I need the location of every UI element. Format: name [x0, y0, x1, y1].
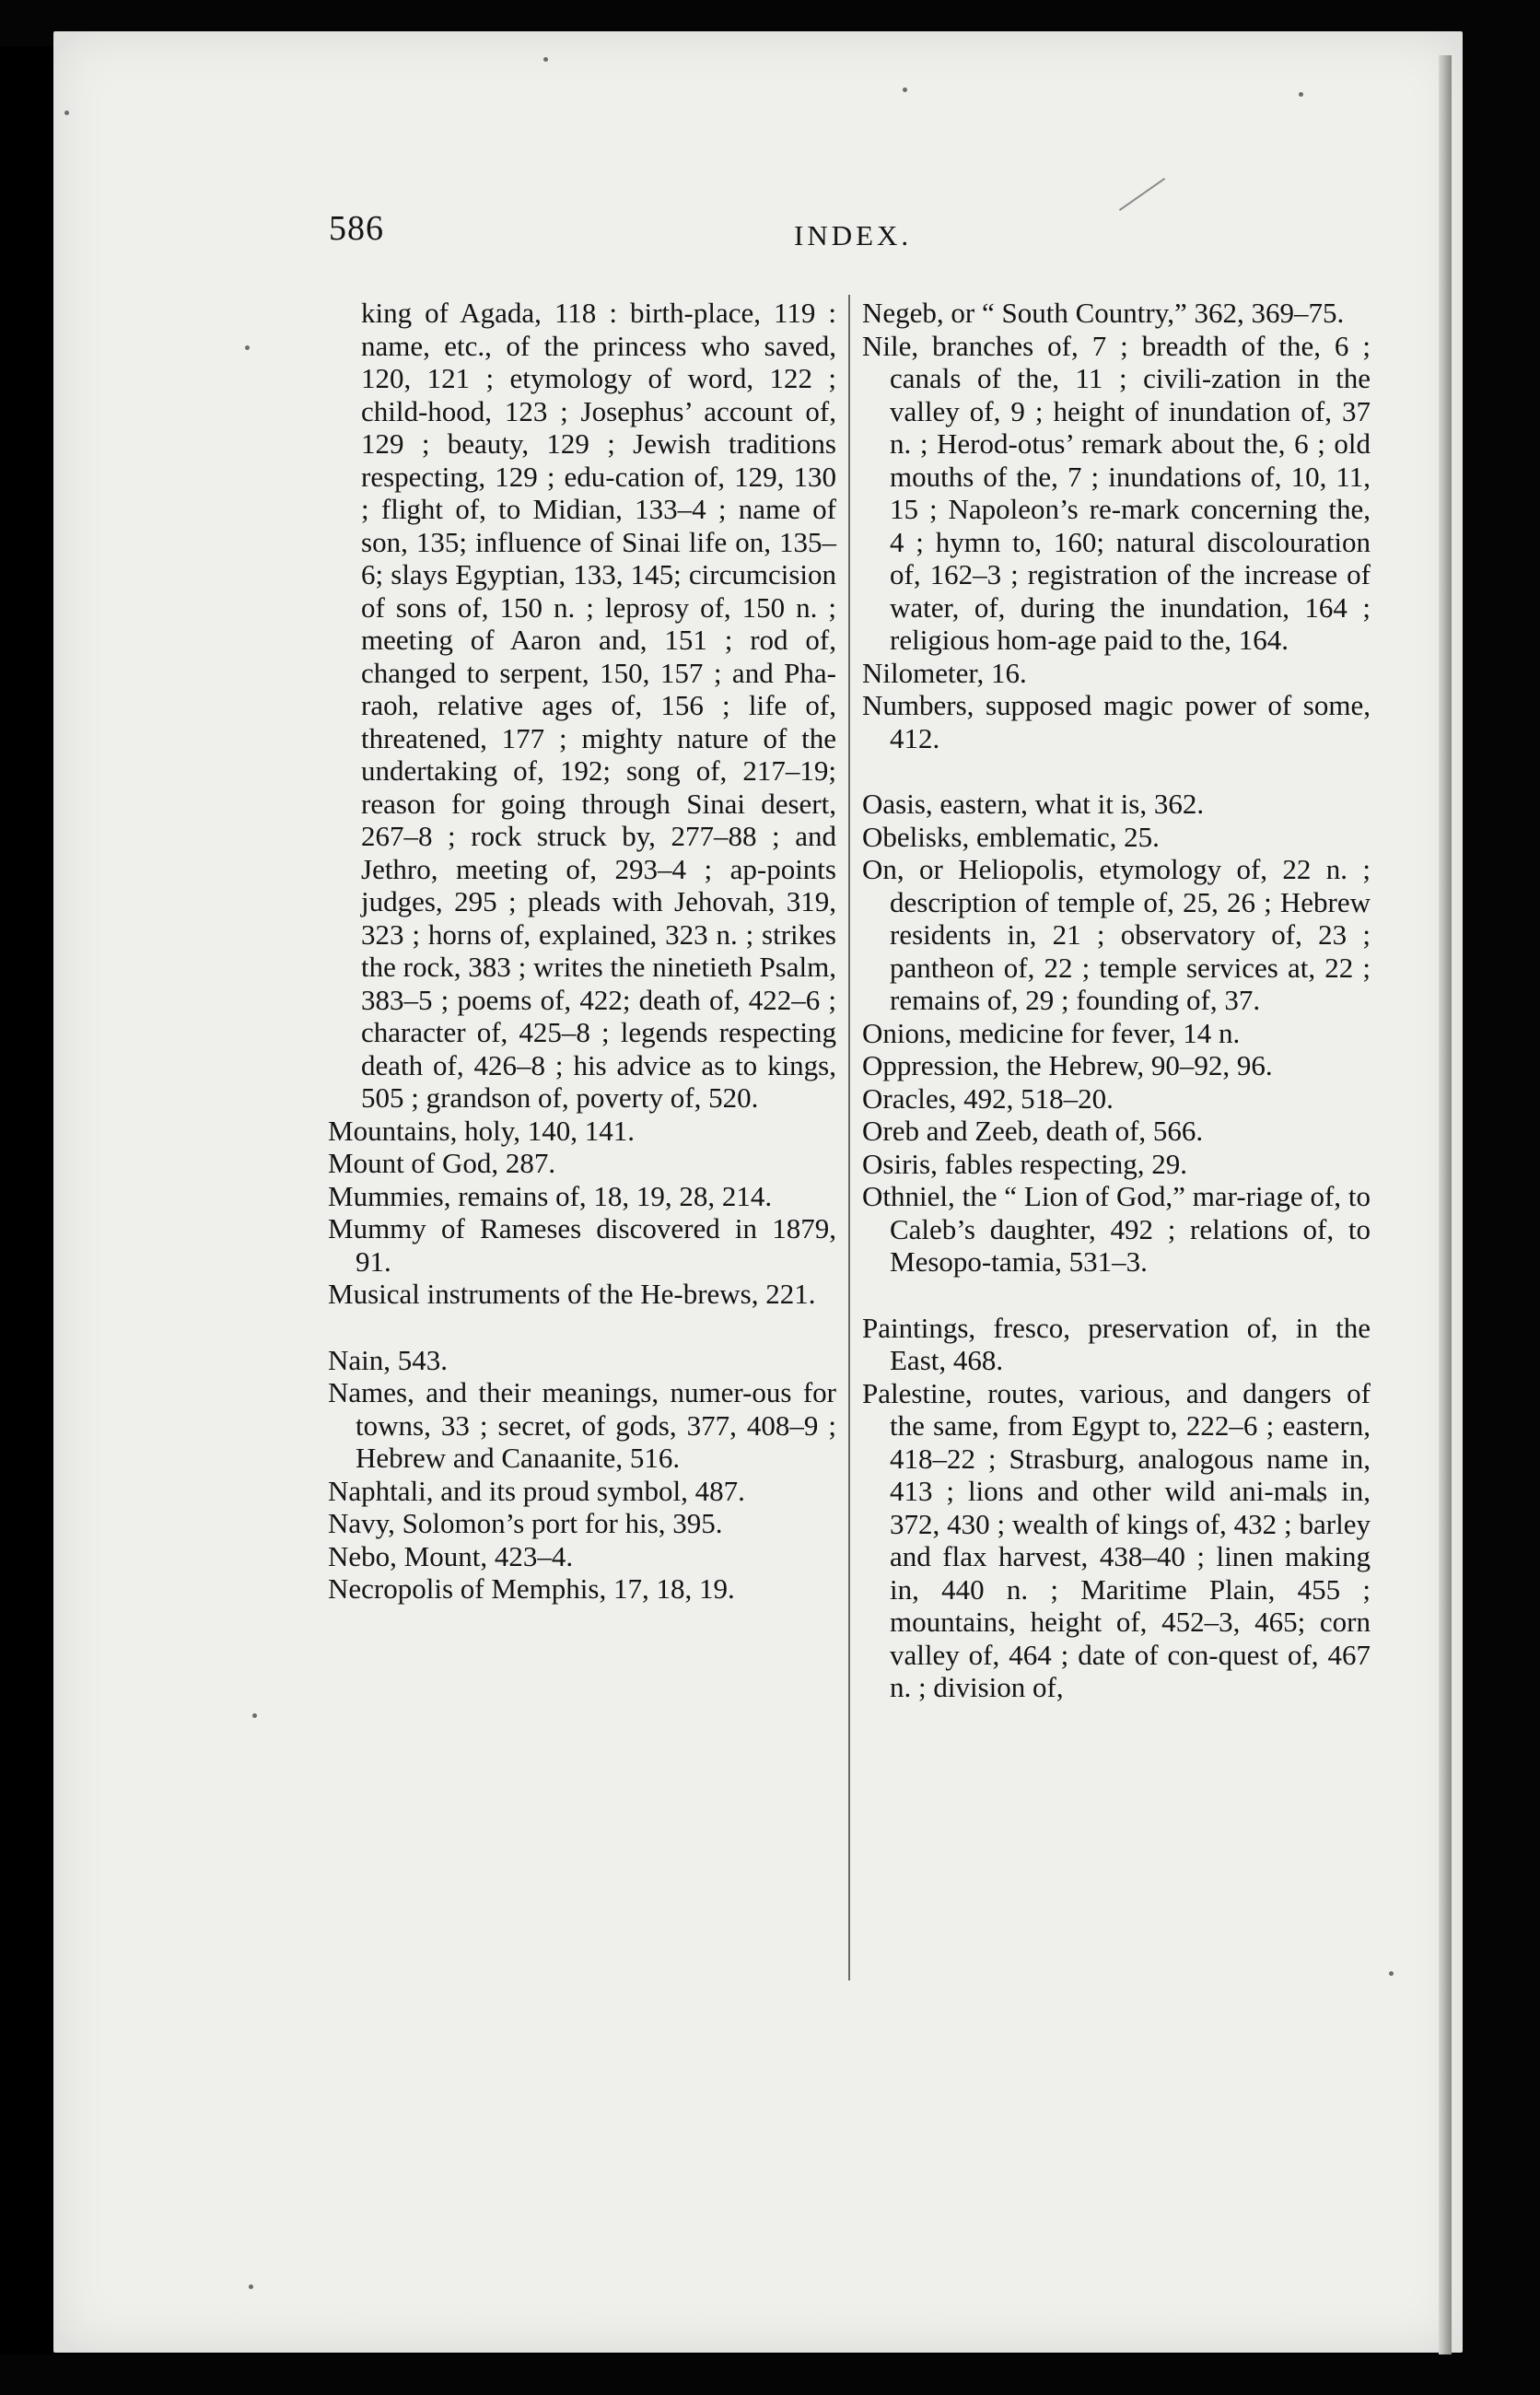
index-entry: Onions, medicine for fever, 14 n.: [862, 1016, 1241, 1049]
index-entry: Oreb and Zeeb, death of, 566.: [862, 1115, 1204, 1147]
running-head: INDEX.: [794, 219, 913, 251]
dust-speck: [1389, 1971, 1394, 1976]
index-entry: Nain, 543.: [328, 1343, 449, 1376]
dust-speck: [543, 57, 548, 62]
index-entry: Naphtali, and its proud symbol, 487.: [328, 1474, 745, 1507]
scan-border-right: [1463, 37, 1540, 2395]
index-entry: On, or Heliopolis, etymology of, 22 n. ; description of temple of, 25, 26 ; Hebrew residents in, 21 ; observatory of, 23 ; pantheon of, 22 ; temple services at, 22 ; remains of, 29 ; founding of, 37.: [862, 853, 1371, 1016]
index-entry: Names, and their meanings, numer-ous for towns, 33 ; secret, of gods, 377, 408–9 ; Hebrew and Canaanite, 516.: [328, 1376, 836, 1474]
index-column-left: [328, 297, 836, 1606]
index-entry: Necropolis of Memphis, 17, 18, 19.: [328, 1572, 735, 1605]
index-entry: Mummies, remains of, 18, 19, 28, 214.: [328, 1179, 773, 1212]
index-entry: Othniel, the “ Lion of God,” mar-riage of, to Caleb’s daughter, 492 ; relations of, to Mesopo-tamia, 531–3.: [862, 1180, 1371, 1278]
index-entry: Oppression, the Hebrew, 90–92, 96.: [862, 1049, 1273, 1081]
index-entry: Paintings, fresco, preservation of, in the East, 468.: [862, 1311, 1371, 1376]
scan-border-bottom: [0, 2354, 1540, 2395]
index-entry: Oracles, 492, 518–20.: [862, 1081, 1114, 1115]
index-entry: Oasis, eastern, what it is, 362.: [862, 788, 1205, 820]
index-entry: Mummy of Rameses discovered in 1879, 91.: [328, 1212, 836, 1278]
index-entry: Nebo, Mount, 423–4.: [328, 1539, 574, 1572]
index-entry: Palestine, routes, various, and dangers of the same, from Egypt to, 222–6 ; eastern, 418–22 ; Strasburg, analogous name in, 413 ; lions and other wild ani-mals in, 372, 430 ; wealth of kings of, 432 ; barley and flax harvest, 438–40 ; linen making in, 440 n. ; Maritime Plain, 455 ; mountains, height of, 452–3, 465; corn valley of, 464 ; date of con-quest of, 467 n. ; division of,: [862, 1376, 1371, 1703]
column-divider: [848, 295, 850, 1980]
dust-speck: [245, 345, 250, 350]
index-entry: Osiris, fables respecting, 29.: [862, 1147, 1187, 1180]
index-entry: Negeb, or “ South Country,” 362, 369–75.: [862, 297, 1345, 329]
index-column-right: [862, 297, 1371, 1704]
index-entry: king of Agada, 118 : birth-place, 119 : name, etc., of the princess who saved, 120, 121 ; etymology of word, 122 ; child-hood, 123 ; Josephus’ account of, 129 ; beauty, 129 ; Jewish traditions respecting, 129 ; edu-cation of, 129, 130 ; flight of, to Midian, 133–4 ; name of son, 135; influence of Sinai life on, 135–6; slays Egyptian, 133, 145; circumcision of sons of, 150 n. ; leprosy of, 150 n. ; meeting of Aaron and, 151 ; rod of, changed to serpent, 150, 157 ; and Pha-raoh, relative ages of, 156 ; life of, threatened, 177 ; mighty nature of the undertaking of, 192; song of, 217–19; reason for going through Sinai desert, 267–8 ; rock struck by, 277–88 ; and Jethro, meeting of, 293–4 ; ap-points judges, 295 ; pleads with Jehovah, 319, 323 ; horns of, explained, 323 n. ; strikes the rock, 383 ; writes the ninetieth Psalm, 383–5 ; poems of, 422; death of, 422–6 ; character of, 425–8 ; legends respecting death of, 426–8 ; his advice as to kings, 505 ; grandson of, poverty of, 520.: [361, 297, 836, 1114]
dust-speck: [1299, 92, 1303, 97]
facing-page-edge: [1439, 55, 1452, 2358]
index-entry: Nilometer, 16.: [862, 656, 1027, 689]
index-entry: Navy, Solomon’s port for his, 395.: [328, 1507, 723, 1539]
index-entry: Nile, branches of, 7 ; breadth of the, 6 ; canals of the, 11 ; civili-zation in the valley of, 9 ; height of inundation of, 37 n. ; Herod-otus’ remark about the, 6 ; old mouths of the, 7 ; inundations of, 10, 11, 15 ; Napoleon’s re-mark concerning the, 4 ; hymn to, 160; natural discolouration of, 162–3 ; registration of the increase of water, of, during the inundation, 164 ; religious hom-age paid to the, 164.: [862, 329, 1371, 656]
index-entry: Musical instruments of the He-brews, 221.: [328, 1278, 816, 1310]
index-entry: Numbers, supposed magic power of some, 412.: [862, 689, 1371, 754]
dust-speck: [64, 111, 69, 115]
index-entry: Obelisks, emblematic, 25.: [862, 820, 1160, 853]
dust-speck: [249, 2284, 253, 2289]
dust-speck: [903, 88, 907, 92]
index-entry: Mountains, holy, 140, 141.: [328, 1114, 635, 1147]
index-entry: Mount of God, 287.: [328, 1147, 556, 1179]
dust-speck: [252, 1713, 257, 1718]
page-number: 586: [329, 209, 384, 248]
